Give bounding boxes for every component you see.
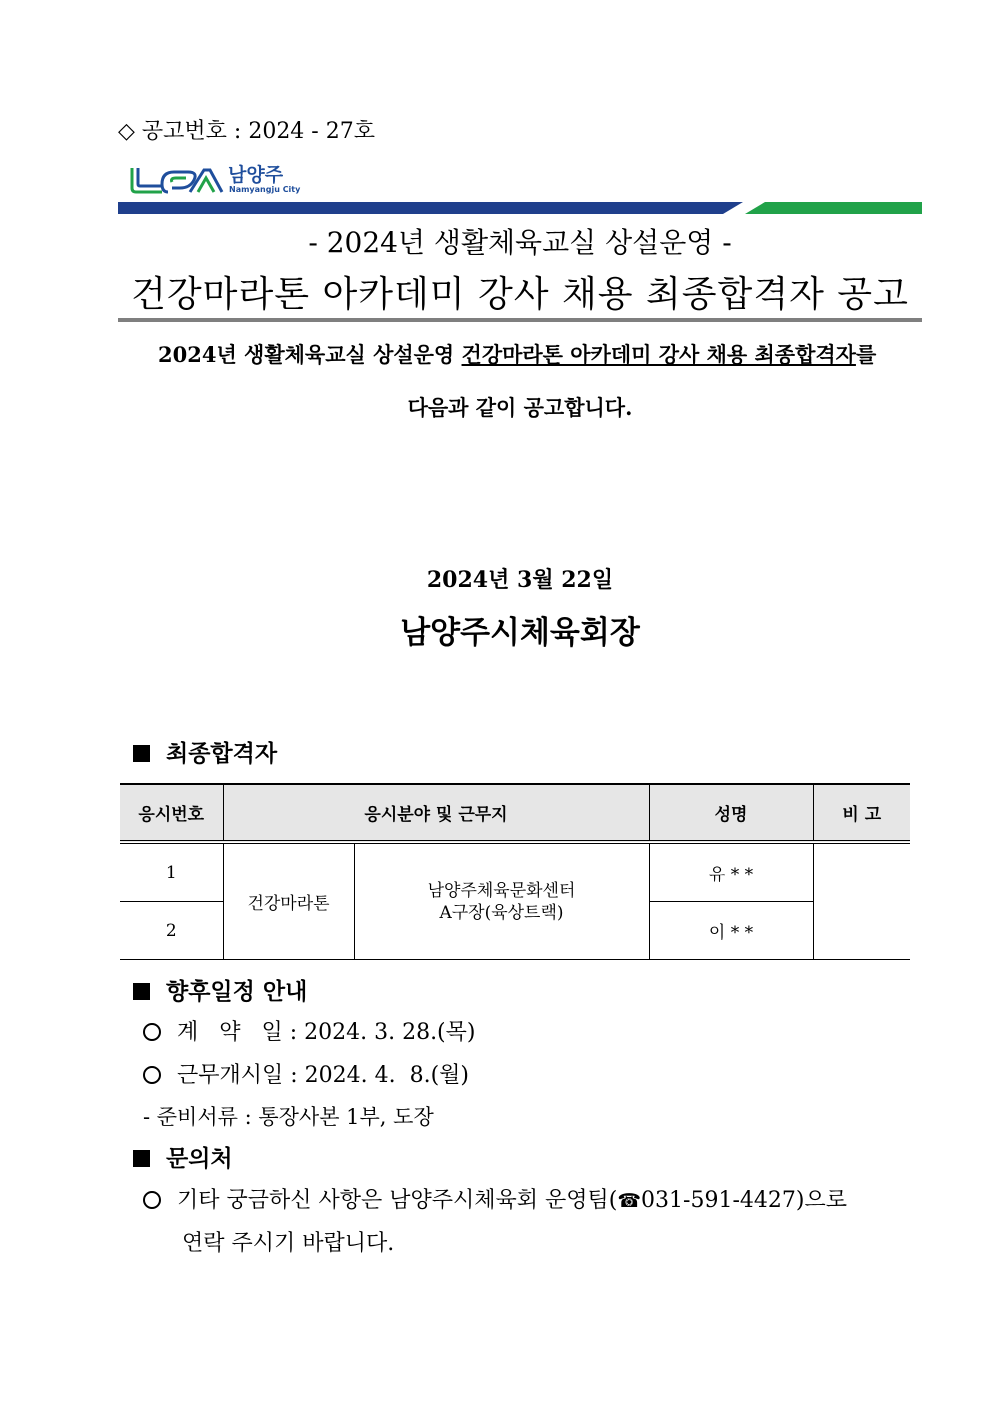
inquiry-suffix: )으로 [795,1188,847,1213]
intro-line-1 [158,339,876,369]
header-number: 응시번호 [120,784,223,842]
schedule-contract [143,1015,475,1046]
inquiry-line-1 [143,1183,847,1214]
cell-number: 2 [120,902,223,960]
square-bullet-icon [133,745,150,762]
organization-name: 남양주시체육회장 [400,615,640,651]
table-header-row [120,784,910,842]
schedule-start [143,1058,469,1089]
cell-number: 1 [120,842,223,902]
location-line-1: 남양주체육문화센터 [427,880,576,901]
section-schedule-heading [133,973,307,1006]
contract-text: 계 약 일 : 2024. 3. 28.(목) [177,1020,476,1045]
section-inquiry-heading [133,1140,233,1173]
logo-text-english: Namyangju City [229,185,301,194]
phone-icon: ☎ [617,1190,642,1212]
table-row [120,842,910,902]
section-final-title: 최종합격자 [166,740,278,767]
document-title: 건강마라톤 아카데미 강사 채용 최종합격자 공고 [131,274,909,315]
intro-underlined: 건강마라톤 아카데미 강사 채용 최종합격자 [461,342,856,367]
start-text: 근무개시일 : 2024. 4. 8.(월) [177,1063,470,1088]
square-bullet-icon [133,1150,150,1167]
intro-prefix: 2024년 생활체육교실 상설운영 [158,342,462,367]
location-line-2: A구장(육상트랙) [439,902,564,923]
section-schedule-title: 향후일정 안내 [166,978,308,1005]
inquiry-line-2: 연락 주시기 바랍니다. [182,1231,395,1256]
notice-number: ◇ 공고번호 : 2024 - 27호 [118,119,375,144]
final-results-table [120,783,910,960]
cell-name: 이 * * [649,902,813,960]
circle-bullet-icon [143,1191,161,1209]
header-color-bar [118,202,922,214]
inquiry-phone: 031-591-4427 [641,1188,796,1213]
header-name: 성명 [649,784,813,842]
header-note: 비 고 [813,784,910,842]
circle-bullet-icon [143,1023,161,1041]
cell-location [354,842,649,960]
schedule-documents: - 준비서류 : 통장사본 1부, 도장 [143,1105,434,1129]
logo-text-korean: 남양주 [228,164,284,186]
intro-suffix: 를 [855,342,877,367]
header-field: 응시분야 및 근무지 [223,784,649,842]
inquiry-prefix: 기타 궁금하신 사항은 남양주시체육회 운영팀( [177,1188,618,1213]
circle-bullet-icon [143,1066,161,1084]
document-subtitle: - 2024년 생활체육교실 상설운영 - [308,226,732,259]
section-final-heading [133,735,277,768]
cell-name: 유 * * [649,842,813,902]
section-inquiry-title: 문의처 [166,1145,233,1172]
cell-field: 건강마라톤 [223,842,354,960]
intro-line-2: 다음과 같이 공고합니다. [407,395,633,420]
square-bullet-icon [133,983,150,1000]
cell-note [813,842,910,960]
title-divider [118,318,922,322]
announcement-date: 2024년 3월 22일 [426,567,614,593]
